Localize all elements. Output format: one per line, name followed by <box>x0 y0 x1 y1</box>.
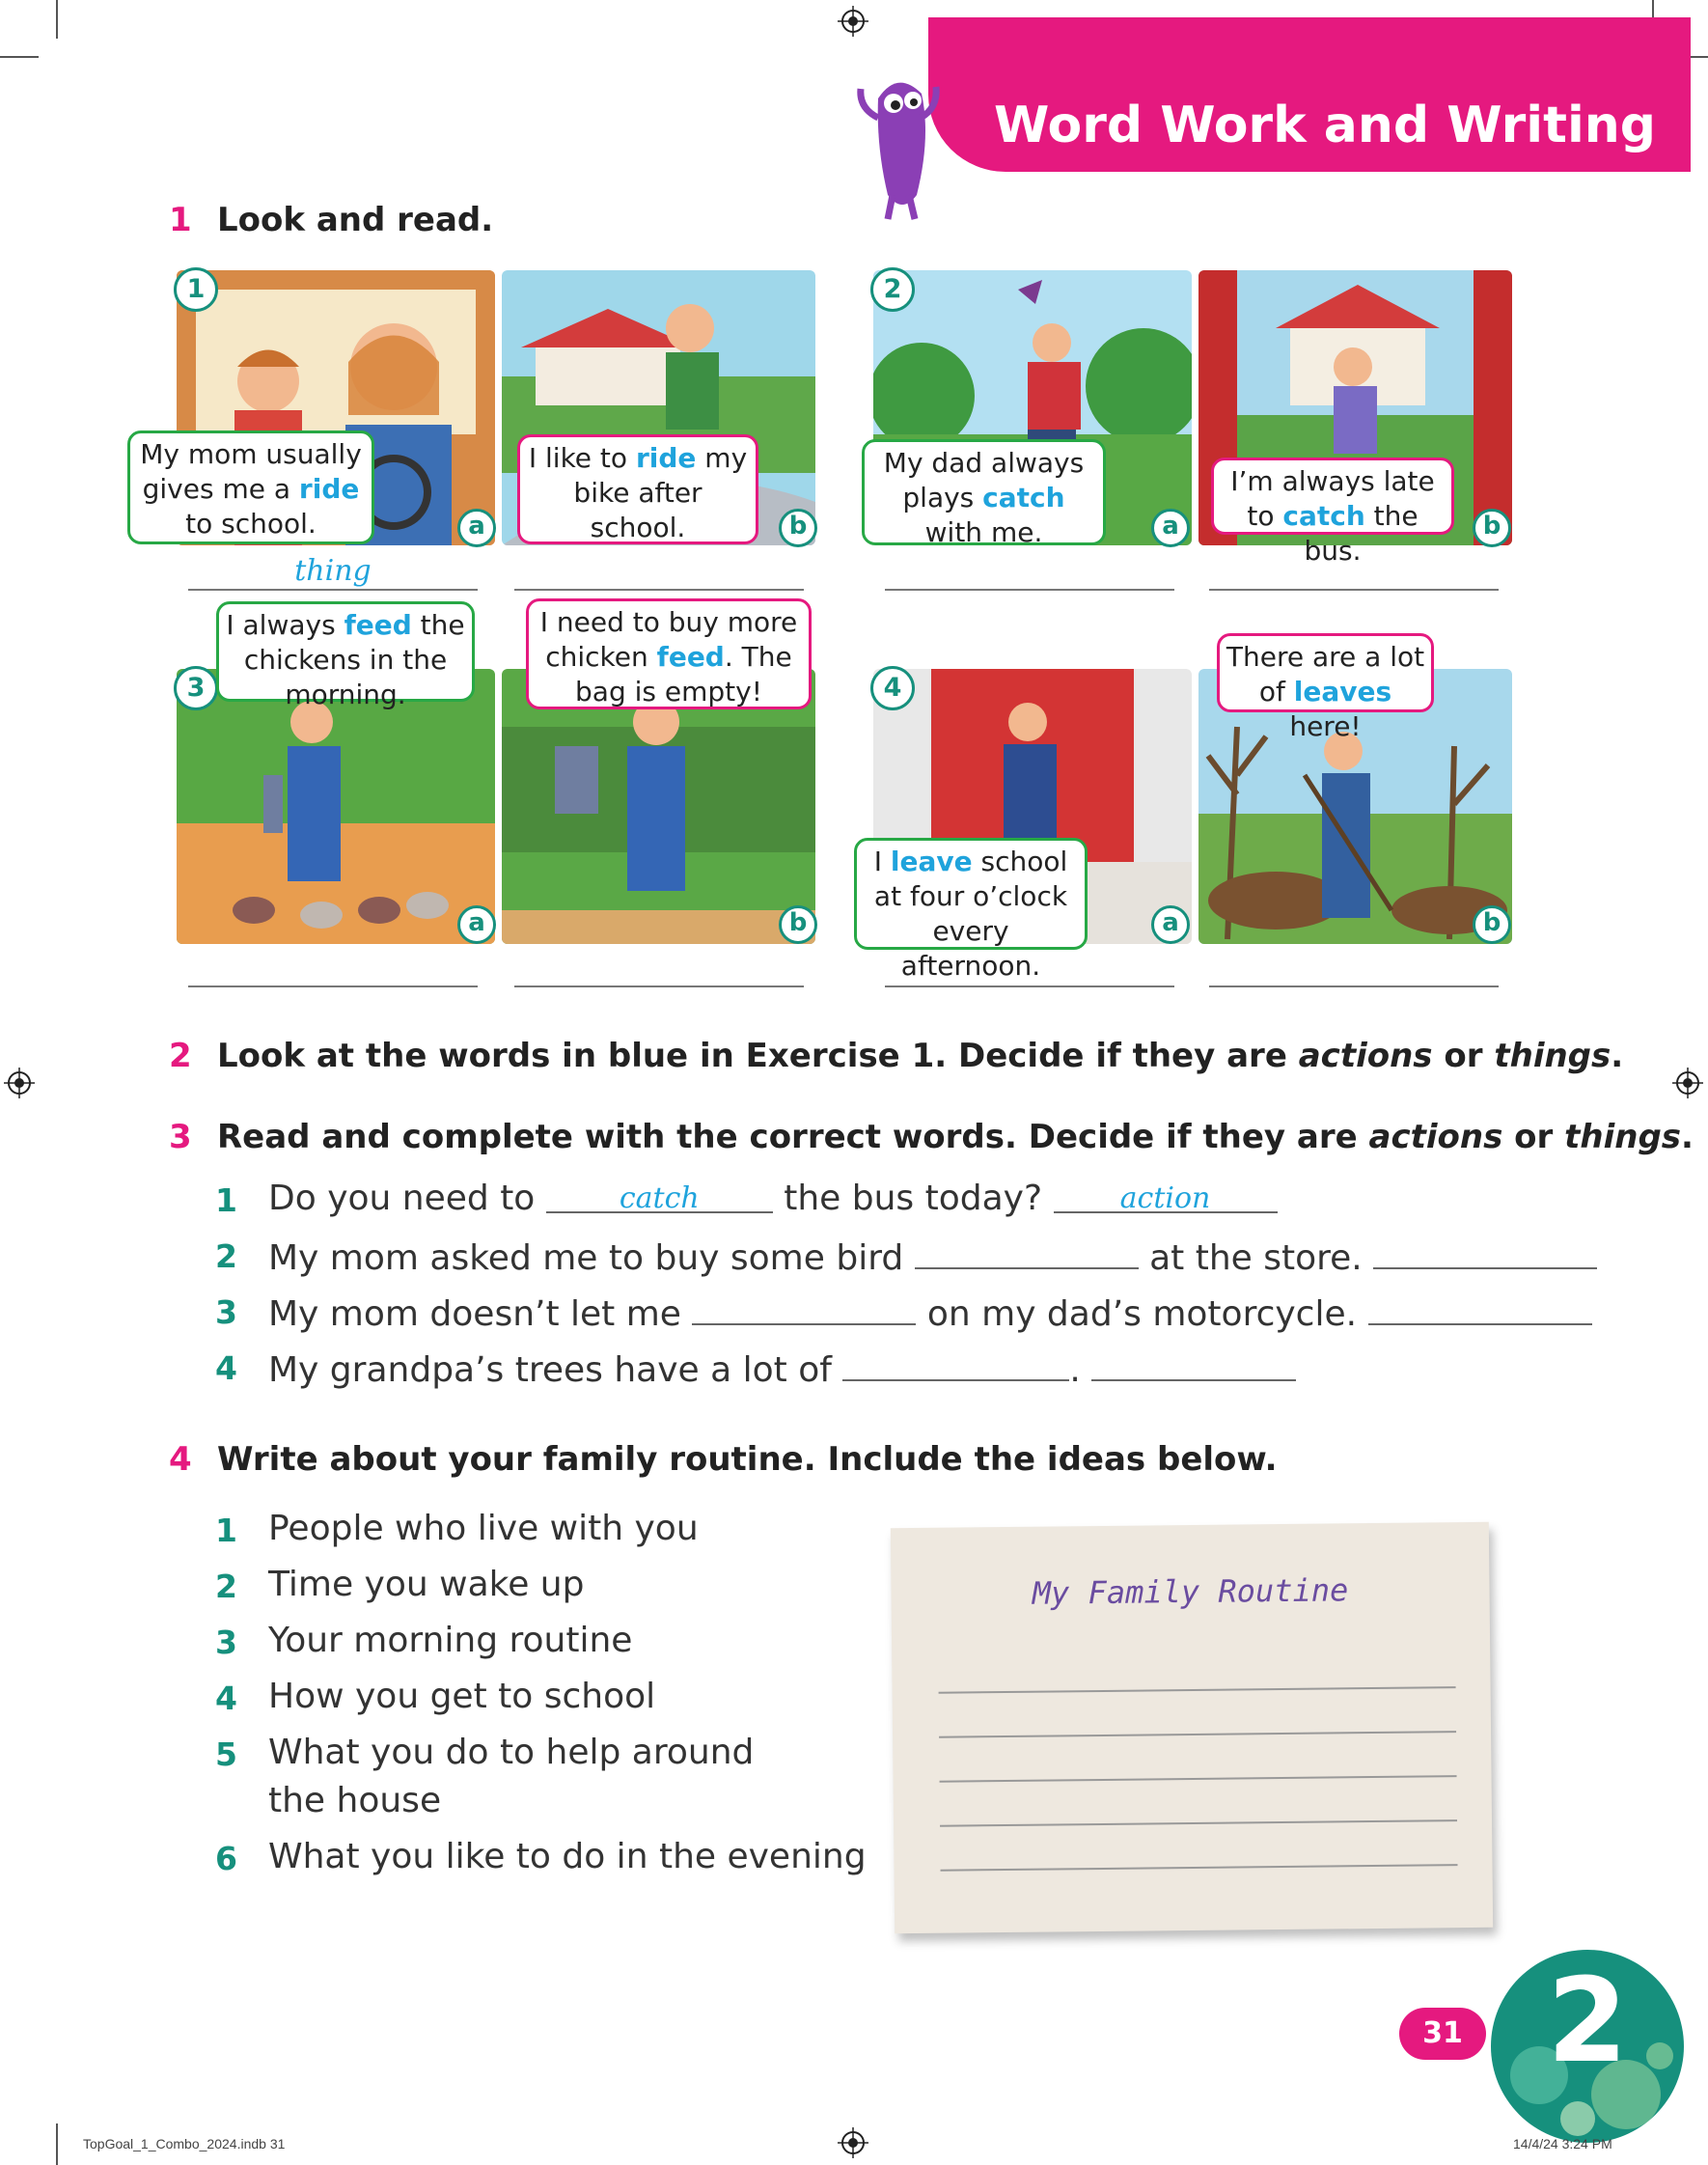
exercise-instruction: Look and read. <box>217 201 494 239</box>
crop-mark <box>56 2123 58 2165</box>
option-letter-badge: a <box>457 905 496 944</box>
question-number: 2 <box>215 1237 237 1275</box>
list-number: 4 <box>215 1679 237 1717</box>
instruction-text: Read and complete with the correct words. Decide if they are <box>217 1118 1369 1156</box>
answer-line[interactable] <box>188 589 478 591</box>
bubble-text: There are a lot of <box>1226 641 1425 708</box>
answer-handwriting: thing <box>294 554 372 588</box>
answer-line[interactable] <box>514 589 804 591</box>
speech-bubble <box>1211 458 1454 567</box>
question-sentence <box>268 1179 1278 1218</box>
answer-blank[interactable] <box>1368 1291 1592 1325</box>
writing-line[interactable] <box>941 1864 1458 1872</box>
instruction-emphasis: actions <box>1368 1118 1503 1156</box>
bubble-text: I’m always late to <box>1230 465 1435 532</box>
item-number-badge: 2 <box>870 267 915 312</box>
bubble-text: I need to buy more chicken <box>539 606 798 673</box>
bubble-text: My dad always plays <box>883 447 1085 513</box>
question-number: 1 <box>215 1181 237 1219</box>
speech-bubble <box>862 439 1106 548</box>
question-text: My grandpa’s trees have a lot of <box>268 1350 843 1390</box>
exercise-number: 3 <box>169 1118 192 1156</box>
instruction-text: or <box>1502 1118 1565 1156</box>
question-text: . <box>1069 1350 1092 1390</box>
blue-word: ride <box>635 442 697 474</box>
exercise-instruction <box>217 1118 1694 1156</box>
blue-word: feed <box>656 641 725 673</box>
option-letter-badge: b <box>779 905 817 944</box>
list-item: Your morning routine <box>268 1621 633 1660</box>
question-text: My mom doesn’t let me <box>268 1294 693 1334</box>
exercise-instruction: Write about your family routine. Include the ideas below. <box>217 1440 1278 1479</box>
crop-mark <box>0 56 39 58</box>
answer-handwriting: action <box>1119 1181 1211 1215</box>
registration-mark-icon <box>1672 1068 1703 1098</box>
list-number: 1 <box>215 1512 237 1549</box>
monster-mascot-icon <box>849 60 946 224</box>
bubble-text: to school. <box>185 508 317 540</box>
card-title: My Family Routine <box>1032 1571 1349 1612</box>
instruction-emphasis: actions <box>1298 1037 1433 1075</box>
list-number: 3 <box>215 1624 237 1661</box>
list-item: How you get to school <box>268 1677 656 1716</box>
writing-line[interactable] <box>940 1819 1457 1827</box>
exercise-number: 2 <box>169 1037 192 1075</box>
bubble-text: . The bag is empty! <box>575 641 792 708</box>
answer-line[interactable] <box>188 985 478 987</box>
list-number: 6 <box>215 1840 237 1877</box>
answer-handwriting: catch <box>619 1181 700 1215</box>
picture-panel <box>502 669 815 944</box>
page-title: Word Work and Writing <box>994 97 1657 154</box>
instruction-text: Look at the words in blue in Exercise 1. Decide if they are <box>217 1037 1299 1075</box>
speech-bubble <box>854 838 1088 982</box>
answer-line[interactable] <box>1209 985 1499 987</box>
blue-word: leave <box>890 846 973 877</box>
bubble-text: school at four o’clock every afternoon. <box>873 846 1068 982</box>
question-number: 3 <box>215 1293 237 1331</box>
registration-mark-icon <box>838 2127 868 2158</box>
option-letter-badge: a <box>1151 509 1190 547</box>
question-text: at the store. <box>1138 1238 1374 1278</box>
option-letter-badge: a <box>1151 905 1190 944</box>
bubble-text: My mom usually gives me a <box>140 438 362 505</box>
exercise-number: 1 <box>169 201 192 239</box>
bubble-text: I <box>873 846 891 877</box>
answer-blank[interactable] <box>842 1346 1069 1381</box>
option-letter-badge: b <box>1473 509 1511 547</box>
exercise-number: 4 <box>169 1440 192 1479</box>
instruction-emphasis: things <box>1494 1037 1612 1075</box>
writing-line[interactable] <box>939 1686 1456 1694</box>
writing-line[interactable] <box>940 1775 1457 1783</box>
unit-number: 2 <box>1547 1955 1628 2089</box>
bubble-text: my bike after school. <box>573 442 748 543</box>
speech-bubble <box>526 598 812 709</box>
option-letter-badge: a <box>457 509 496 547</box>
answer-line[interactable] <box>1209 589 1499 591</box>
feed-bag-scene-icon <box>502 669 815 944</box>
option-letter-badge: b <box>779 509 817 547</box>
blue-word: leaves <box>1293 676 1392 708</box>
answer-blank[interactable] <box>915 1235 1139 1269</box>
answer-blank[interactable] <box>1054 1179 1278 1213</box>
list-item: What you do to help around <box>268 1733 755 1772</box>
exercise-instruction <box>217 1037 1623 1075</box>
question-sentence <box>268 1346 1296 1390</box>
instruction-text: . <box>1611 1037 1624 1075</box>
answer-blank[interactable] <box>1373 1235 1597 1269</box>
bubble-text: here! <box>1289 710 1362 742</box>
bubble-text: the chickens in the morning. <box>243 609 465 710</box>
answer-line[interactable] <box>885 985 1174 987</box>
question-text: Do you need to <box>268 1179 546 1218</box>
speech-bubble <box>1217 633 1434 742</box>
question-sentence <box>268 1235 1597 1278</box>
page-number: 31 <box>1399 2008 1486 2060</box>
instruction-text: . <box>1681 1118 1694 1156</box>
question-text: on my dad’s motorcycle. <box>916 1294 1368 1334</box>
answer-blank[interactable] <box>1091 1346 1296 1381</box>
list-item: Time you wake up <box>268 1565 585 1604</box>
item-number-badge: 4 <box>870 666 915 710</box>
footer-file: TopGoal_1_Combo_2024.indb 31 <box>83 2136 286 2151</box>
item-number-badge: 3 <box>174 666 218 710</box>
option-letter-badge: b <box>1473 905 1511 944</box>
answer-line[interactable] <box>885 589 1174 591</box>
answer-blank[interactable] <box>546 1179 773 1213</box>
bubble-text: with me. <box>924 516 1043 548</box>
answer-blank[interactable] <box>692 1291 916 1325</box>
bubble-text: I like to <box>528 442 636 474</box>
list-number: 5 <box>215 1735 237 1773</box>
speech-bubble <box>127 430 374 544</box>
speech-bubble <box>216 601 475 710</box>
blue-word: catch <box>982 482 1065 513</box>
blue-word: feed <box>344 609 412 641</box>
list-number: 2 <box>215 1568 237 1605</box>
question-sentence <box>268 1291 1592 1334</box>
instruction-text: or <box>1432 1037 1495 1075</box>
blue-word: ride <box>298 473 360 505</box>
footer-date: 14/4/24 3:24 PM <box>1513 2136 1612 2151</box>
list-item: People who live with you <box>268 1509 699 1548</box>
list-item-continued: the house <box>268 1781 442 1820</box>
instruction-emphasis: things <box>1564 1118 1682 1156</box>
question-text: the bus today? <box>772 1179 1054 1218</box>
blue-word: catch <box>1282 500 1365 532</box>
item-number-badge: 1 <box>174 267 218 312</box>
bubble-text: I always <box>226 609 344 641</box>
list-item: What you like to do in the evening <box>268 1837 867 1876</box>
registration-mark-icon <box>4 1068 35 1098</box>
writing-line[interactable] <box>939 1731 1456 1738</box>
registration-mark-icon <box>838 6 868 37</box>
speech-bubble <box>517 434 758 544</box>
crop-mark <box>56 0 58 39</box>
writing-card <box>891 1522 1493 1933</box>
answer-line[interactable] <box>514 985 804 987</box>
question-text: My mom asked me to buy some bird <box>268 1238 915 1278</box>
bubble-text: the bus. <box>1304 500 1419 567</box>
question-number: 4 <box>215 1349 237 1387</box>
